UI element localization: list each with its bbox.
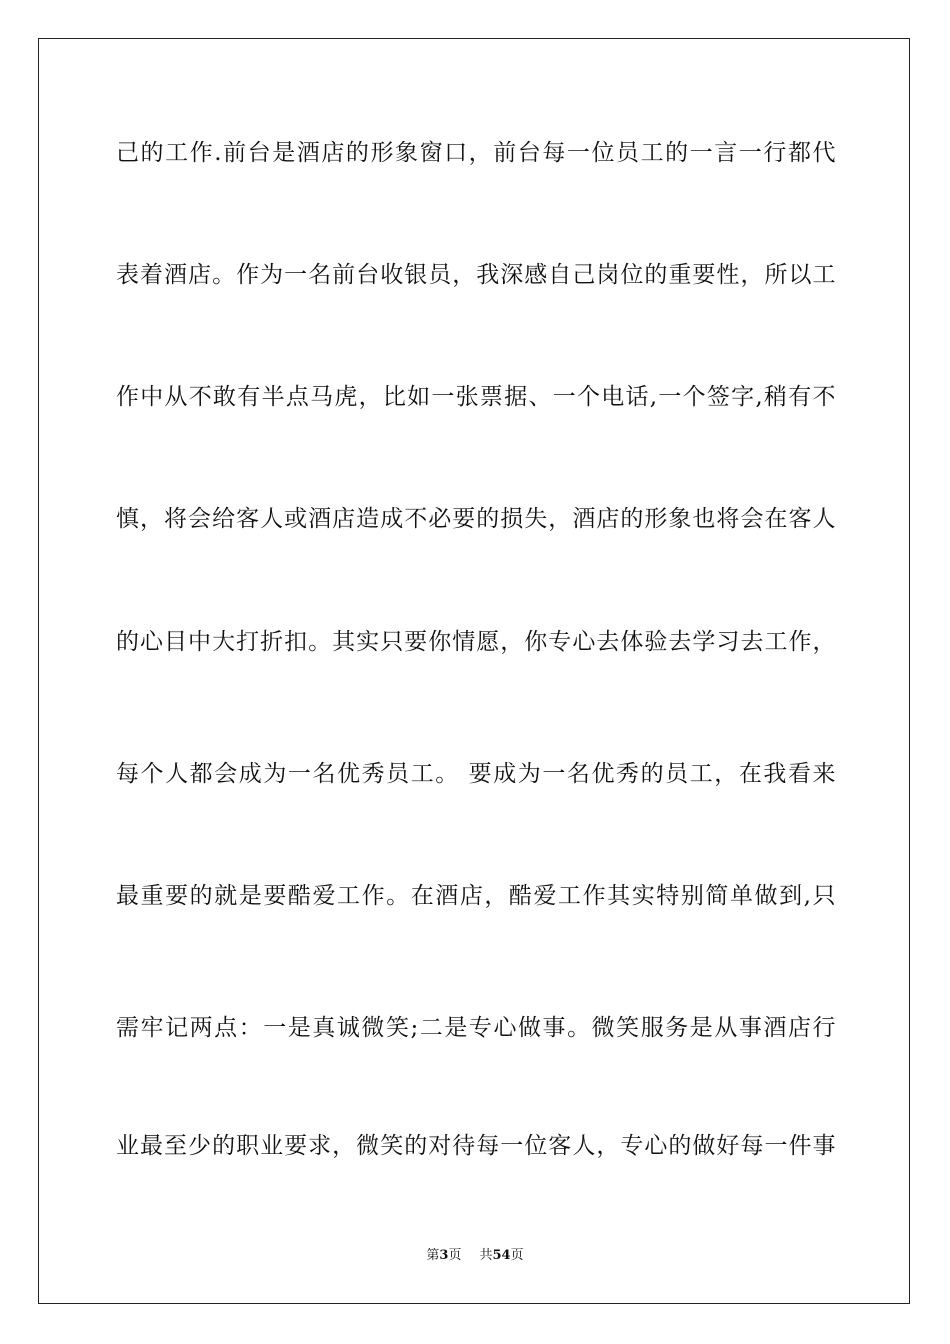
body-text-line-8: 需牢记两点：一是真诚微笑;二是专心做事。微笑服务是从事酒店行: [116, 1015, 836, 1041]
body-text-line-3: 作中从不敢有半点马虎，比如一张票据、一个电话,一个签字,稍有不: [116, 384, 836, 410]
body-text-line-6: 每个人都会成为一名优秀员工。 要成为一名优秀的员工，在我看来: [116, 761, 836, 787]
body-text-line-4: 慎，将会给客人或酒店造成不必要的损失，酒店的形象也将会在客人: [116, 506, 836, 532]
page-border: [38, 38, 910, 1304]
body-text-line-2: 表着酒店。作为一名前台收银员，我深感自己岗位的重要性，所以工: [116, 262, 836, 288]
page-footer: [0, 1247, 950, 1265]
body-text-line-9: 业最至少的职业要求，微笑的对待每一位客人，专心的做好每一件事: [116, 1133, 836, 1159]
page-number-label: 第3页: [426, 1248, 462, 1263]
body-text-line-5: 的心目中大打折扣。其实只要你情愿，你专心去体验去学习去工作，: [116, 629, 836, 655]
page-total-label: 共54页: [479, 1248, 524, 1263]
body-text-line-7: 最重要的就是要酷爱工作。在酒店，酷爱工作其实特别简单做到,只: [116, 883, 836, 909]
body-text-line-1: 己的工作.前台是酒店的形象窗口，前台每一位员工的一言一行都代: [116, 140, 836, 166]
